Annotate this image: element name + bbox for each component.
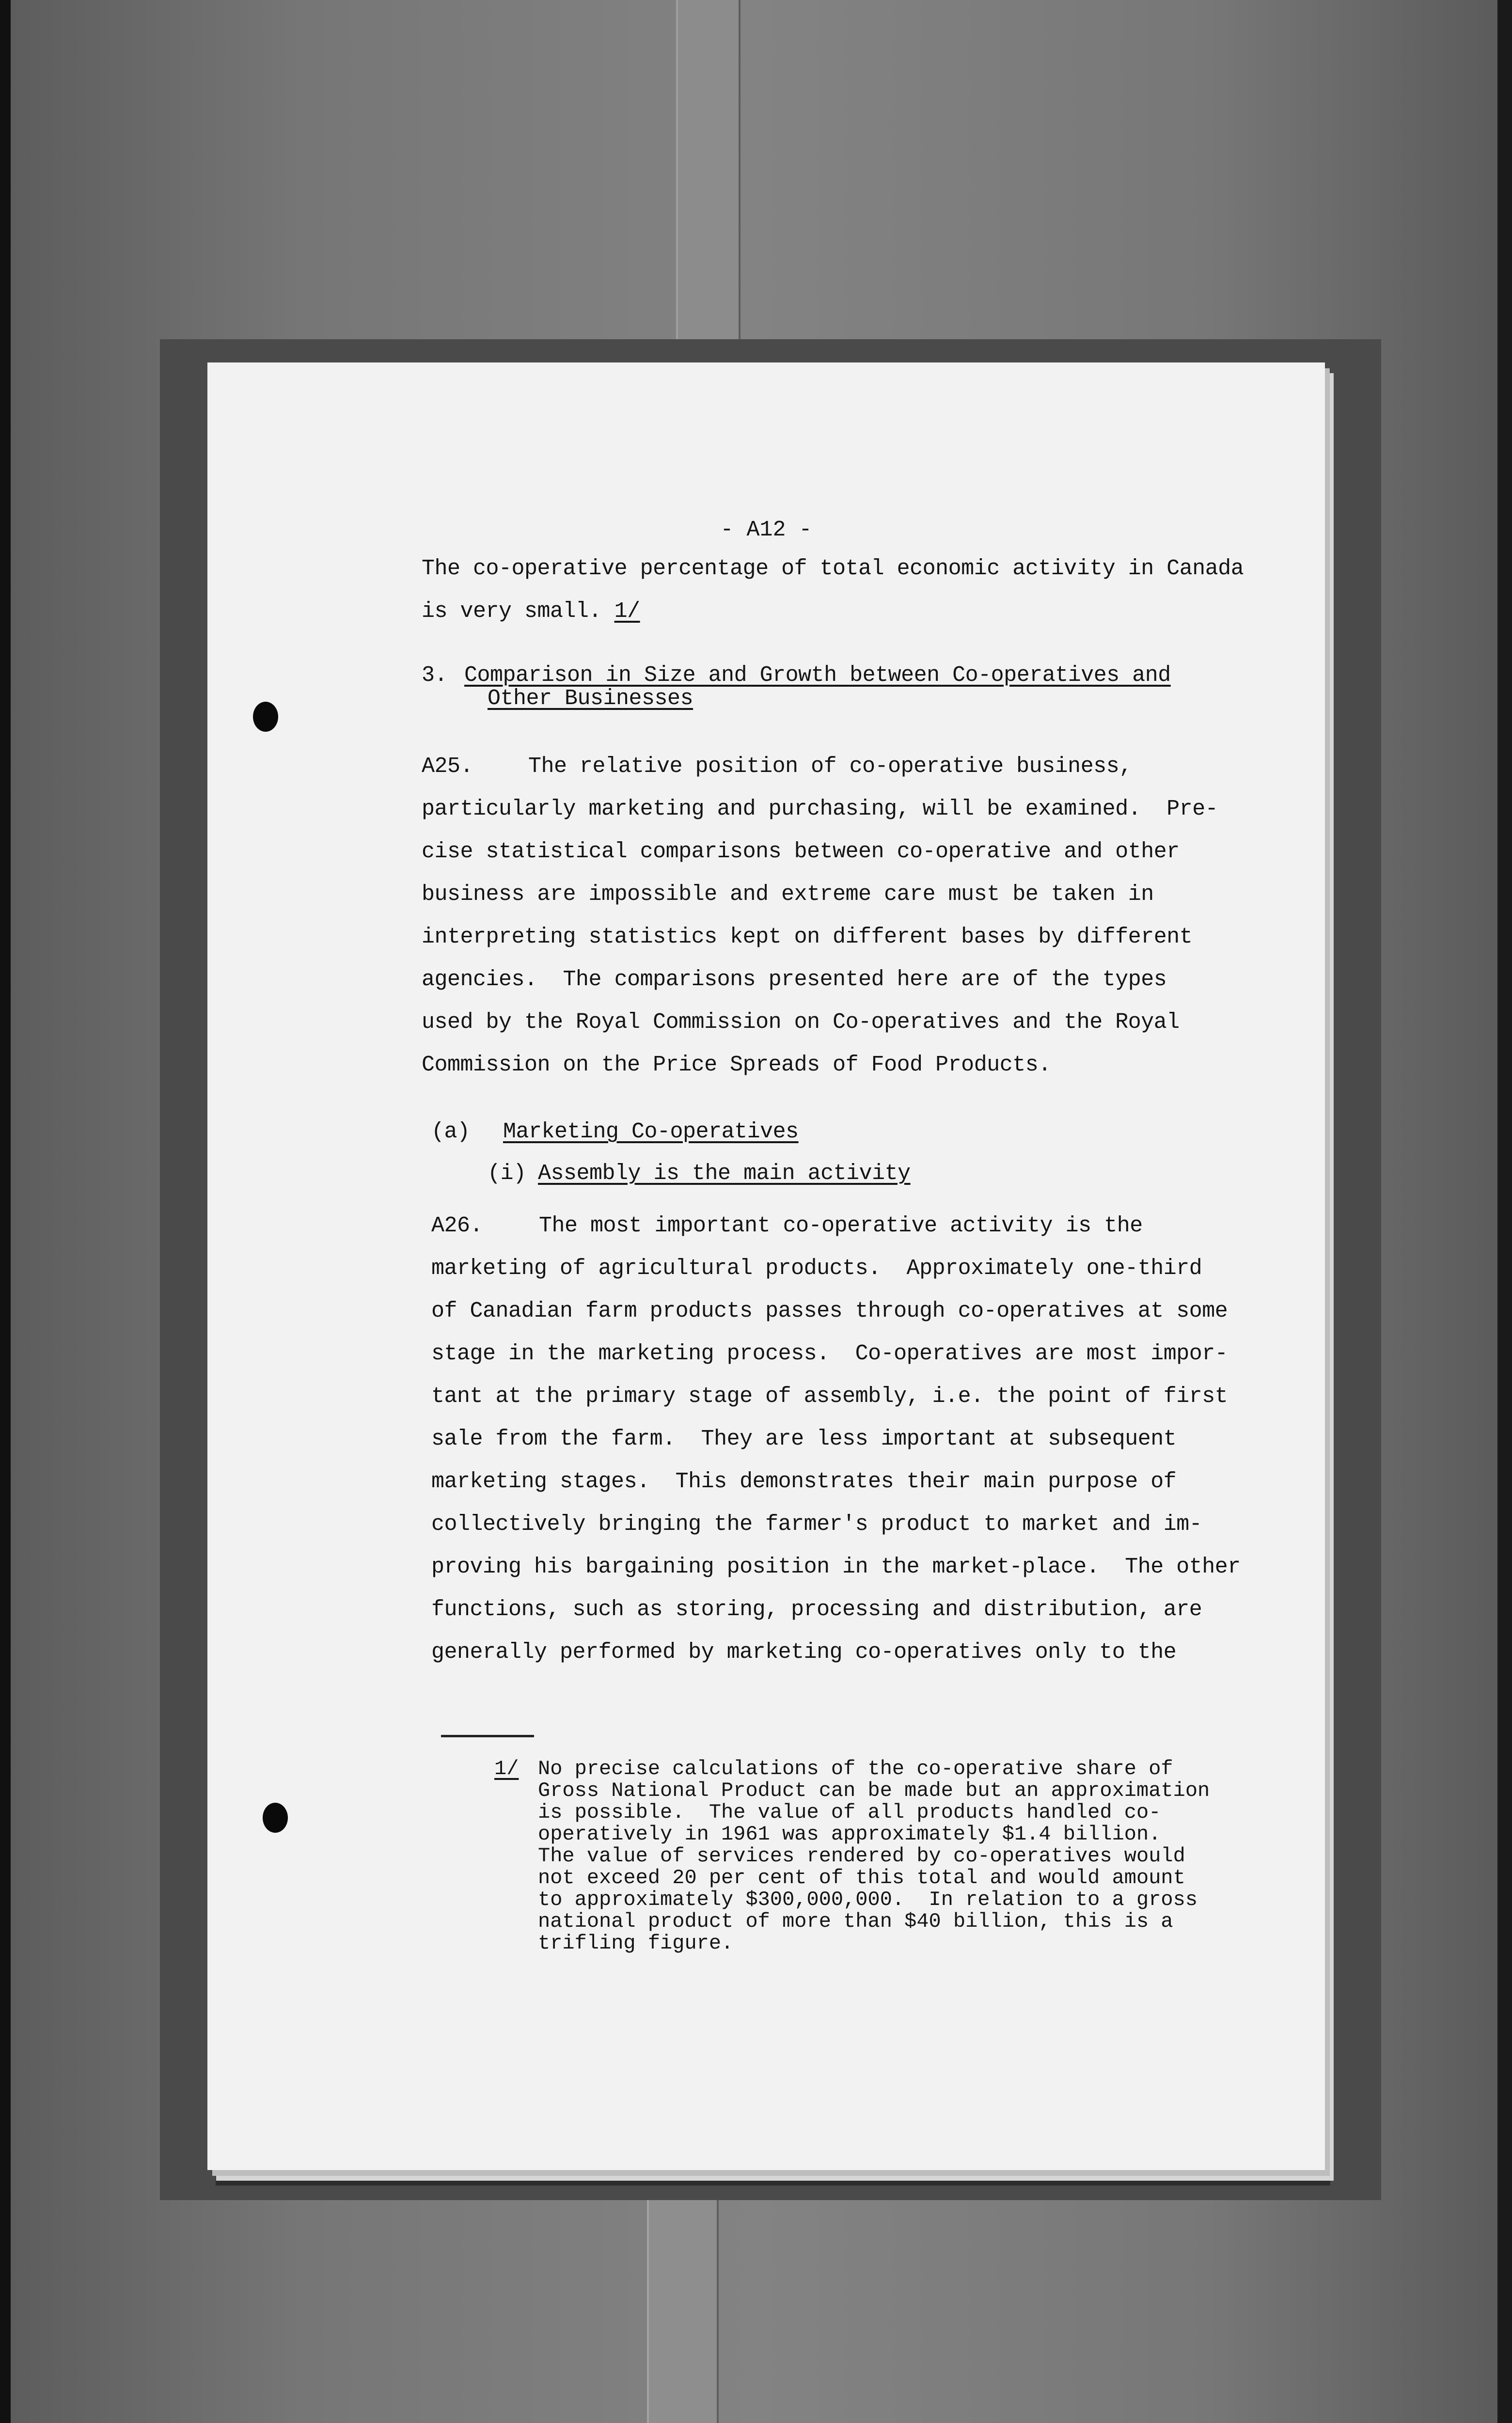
section-number: 3. — [422, 663, 448, 688]
footnote-line-3: is possible. The value of all products handled co- — [538, 1801, 1161, 1824]
tape-strip-bottom — [647, 2166, 719, 2423]
paragraph-a25-line-3: cise statistical comparisons between co-operative and other — [422, 839, 1180, 864]
footnote-line-5: The value of services rendered by co-operatives would — [538, 1844, 1185, 1868]
subsection-a-title: Marketing Co-operatives — [503, 1119, 799, 1144]
film-edge-left — [0, 0, 11, 2423]
paragraph-a25-line-8: Commission on the Price Spreads of Food Products. — [422, 1053, 1051, 1077]
intro-line-2 — [422, 599, 640, 624]
intro-line-2-text: is very small. — [422, 599, 602, 624]
paragraph-a26-line-6: sale from the farm. They are less important at subsequent — [431, 1427, 1177, 1451]
paragraph-a25-line-7: used by the Royal Commission on Co-operatives and the Royal — [422, 1010, 1180, 1035]
paragraph-a25-line-6: agencies. The comparisons presented here are of the types — [422, 967, 1167, 992]
paragraph-a26-line-10: functions, such as storing, processing and distribution, are — [431, 1597, 1202, 1622]
footnote-line-7: to approximately $300,000,000. In relation to a gross — [538, 1888, 1198, 1911]
document-body — [207, 362, 1325, 2170]
footnote-line-8: national product of more than $40 billion, this is a — [538, 1910, 1173, 1933]
footnote-line-6: not exceed 20 per cent of this total and would amount — [538, 1866, 1185, 1889]
paragraph-a25-line-4: business are impossible and extreme care must be taken in — [422, 882, 1154, 907]
document-page — [207, 362, 1325, 2170]
footnote-reference: 1/ — [614, 599, 640, 624]
section-title-line-1: Comparison in Size and Growth between Co-operatives and — [464, 663, 1171, 688]
paragraph-a25-line-1: The relative position of co-operative business, — [528, 754, 1132, 779]
subsection-i-title: Assembly is the main activity — [538, 1161, 911, 1186]
footnote-marker: 1/ — [494, 1757, 519, 1780]
paragraph-a25-line-2: particularly marketing and purchasing, will be examined. Pre- — [422, 797, 1218, 821]
paragraph-a26-line-2: marketing of agricultural products. Approximately one-third — [431, 1256, 1202, 1281]
paragraph-a26-line-9: proving his bargaining position in the market-place. The other — [431, 1555, 1241, 1579]
subsection-i-label: (i) — [488, 1161, 526, 1186]
intro-line-1: The co-operative percentage of total economic activity in Canada — [422, 556, 1244, 581]
paragraph-a26-line-7: marketing stages. This demonstrates their main purpose of — [431, 1469, 1177, 1494]
tape-strip-top — [676, 0, 740, 368]
paragraph-a25-line-5: interpreting statistics kept on different bases by different — [422, 925, 1193, 949]
footnote-line-2: Gross National Product can be made but an approximation — [538, 1779, 1210, 1802]
paragraph-a25-label: A25. — [422, 754, 473, 779]
paragraph-a26-line-8: collectively bringing the farmer's product to market and im- — [431, 1512, 1202, 1537]
footnote-line-1: No precise calculations of the co-operative share of — [538, 1757, 1173, 1780]
page-number: - A12 - — [720, 518, 812, 542]
paragraph-a26-line-1: The most important co-operative activity is the — [539, 1213, 1143, 1238]
subsection-a-label: (a) — [431, 1119, 470, 1144]
paragraph-a26-line-11: generally performed by marketing co-operatives only to the — [431, 1640, 1177, 1665]
paragraph-a26-line-4: stage in the marketing process. Co-operatives are most impor- — [431, 1341, 1228, 1366]
film-edge-right — [1497, 0, 1512, 2423]
paragraph-a26-label: A26. — [431, 1213, 483, 1238]
paragraph-a26-line-3: of Canadian farm products passes through co-operatives at some — [431, 1299, 1228, 1323]
footnote-line-4: operatively in 1961 was approximately $1.4 billion. — [538, 1823, 1161, 1846]
paragraph-a26-line-5: tant at the primary stage of assembly, i.e. the point of first — [431, 1384, 1228, 1409]
section-title-line-2: Other Businesses — [488, 686, 693, 711]
footnote-line-9: trifling figure. — [538, 1932, 734, 1955]
footnote-rule — [441, 1735, 534, 1737]
